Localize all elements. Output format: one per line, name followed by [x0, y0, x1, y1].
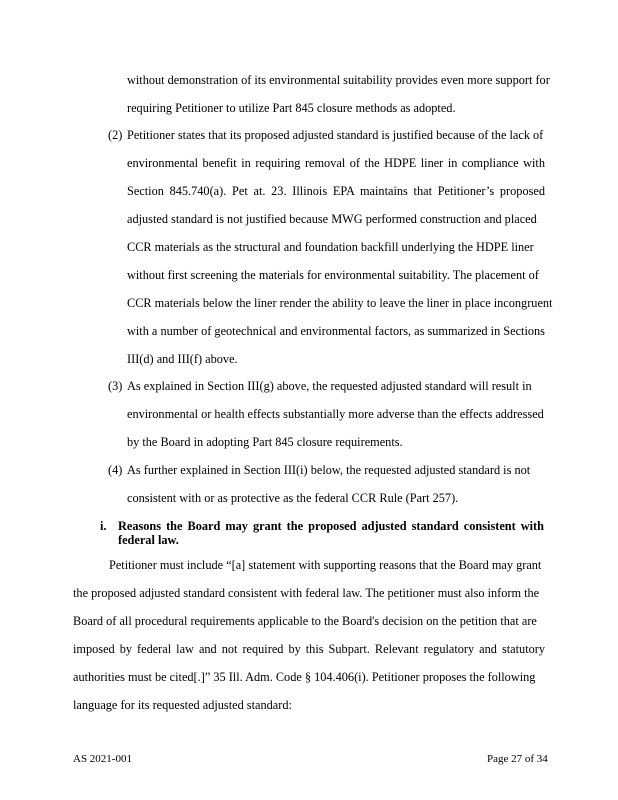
list-item-line: adjusted standard is not justified because MWG performed construction and placed	[127, 212, 537, 226]
body-line: Board of all procedural requirements applicable to the Board's decision on the petition that are	[73, 614, 537, 628]
list-item-line: Section 845.740(a). Pet at. 23. Illinois EPA maintains that Petitioner’s proposed	[127, 184, 545, 198]
body-line: the proposed adjusted standard consistent with federal law. The petitioner must also inform the	[73, 586, 540, 600]
body-line: authorities must be cited[.]” 35 Ill. Adm. Code § 104.406(i). Petitioner proposes the following	[73, 670, 536, 684]
list-item-line: CCR materials as the structural and foundation backfill underlying the HDPE liner	[127, 240, 534, 254]
list-item-line: environmental or health effects substantially more adverse than the effects addressed	[127, 407, 544, 421]
footer-page-number: Page 27 of 34	[487, 753, 548, 765]
list-item-number: (2)	[108, 128, 123, 142]
section-heading: federal law.	[118, 533, 179, 547]
list-item-line: As explained in Section III(g) above, the requested adjusted standard will result in	[127, 379, 532, 393]
footer-docket-number: AS 2021-001	[73, 753, 132, 765]
list-item-line: Petitioner states that its proposed adjusted standard is justified because of the lack of	[127, 128, 544, 142]
section-heading: Reasons the Board may grant the proposed adjusted standard consistent with	[118, 519, 544, 533]
list-item-line: with a number of geotechnical and environmental factors, as summarized in Sections	[127, 324, 545, 338]
list-item-line: consistent with or as protective as the federal CCR Rule (Part 257).	[127, 491, 459, 505]
body-line: imposed by federal law and not required by this Subpart. Relevant regulatory and statutory	[73, 642, 545, 656]
body-line: Petitioner must include “[a] statement with supporting reasons that the Board may grant	[109, 558, 542, 572]
list-item-line: As further explained in Section III(i) below, the requested adjusted standard is not	[127, 463, 531, 477]
continuation-line: without demonstration of its environmental suitability provides even more support for	[127, 73, 550, 87]
body-line: language for its requested adjusted standard:	[73, 698, 292, 712]
list-item-number: (3)	[108, 379, 123, 393]
list-item-line: without first screening the materials for environmental suitability. The placement of	[127, 268, 539, 282]
list-item-line: III(d) and III(f) above.	[127, 352, 238, 366]
list-item-line: CCR materials below the liner render the ability to leave the liner in place incongruent	[127, 296, 553, 310]
section-heading-number: i.	[100, 519, 107, 533]
list-item-line: environmental benefit in requiring removal of the HDPE liner in compliance with	[127, 156, 545, 170]
continuation-line: requiring Petitioner to utilize Part 845 closure methods as adopted.	[127, 101, 456, 115]
list-item-line: by the Board in adopting Part 845 closure requirements.	[127, 435, 403, 449]
list-item-number: (4)	[108, 463, 123, 477]
